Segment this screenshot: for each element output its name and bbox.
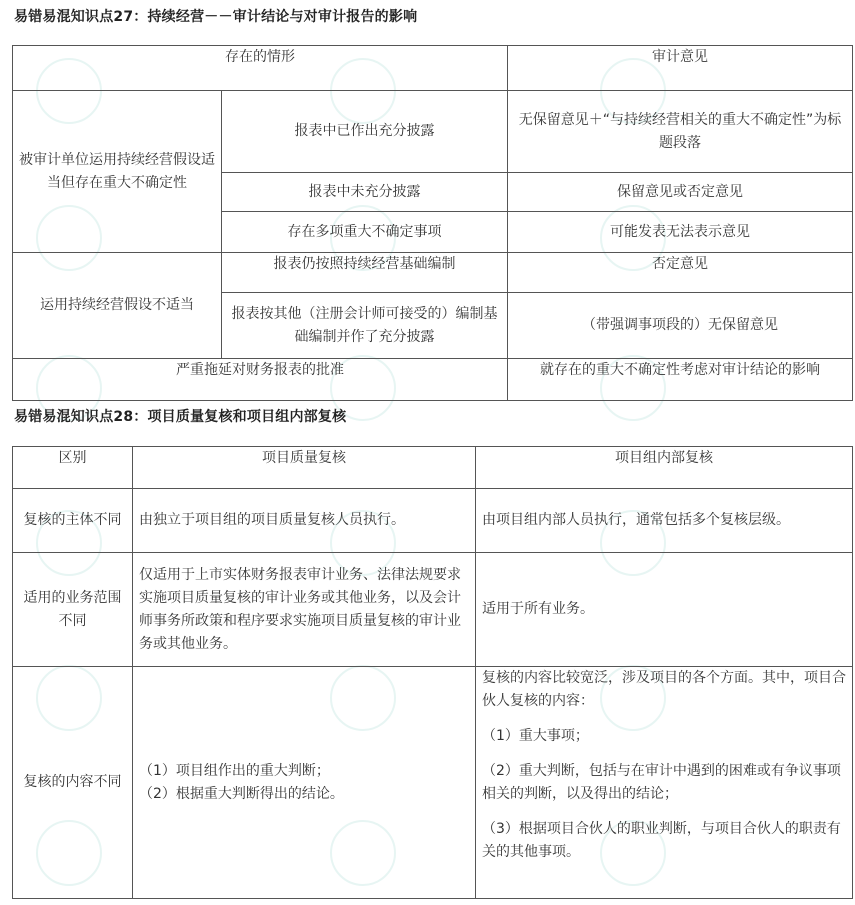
- diff-cell: 复核的主体不同: [13, 489, 133, 553]
- situation-cell: 存在多项重大不确定事项: [222, 212, 508, 253]
- going-concern-table: [12, 45, 853, 401]
- condition-cell: 运用持续经营假设不适当: [13, 253, 222, 359]
- internal-item: （2）重大判断，包括与在审计中遇到的困难或有争议事项相关的判断，以及得出的结论；: [482, 763, 841, 802]
- opinion-cell: 就存在的重大不确定性考虑对审计结论的影响: [508, 359, 853, 401]
- section-1-title: 易错易混知识点27：持续经营－－审计结论与对审计报告的影响: [14, 9, 418, 25]
- quality-review-cell: 仅适用于上市实体财务报表审计业务、法律法规要求实施项目质量复核的审计业务或其他业务，以及会计师事务所政策和程序要求实施项目质量复核的审计业务或其他业务。: [133, 553, 476, 667]
- opinion-cell: 可能发表无法表示意见: [508, 212, 853, 253]
- internal-review-content-cell: [476, 667, 853, 899]
- header-opinion: 审计意见: [508, 46, 853, 91]
- review-comparison-table: [12, 446, 853, 899]
- quality-review-cell: 由独立于项目组的项目质量复核人员执行。: [133, 489, 476, 553]
- situation-cell: 报表仍按照持续经营基础编制: [222, 253, 508, 293]
- internal-review-cell: 由项目组内部人员执行，通常包括多个复核层级。: [476, 489, 853, 553]
- header-quality-review: 项目质量复核: [133, 447, 476, 489]
- opinion-cell: 无保留意见＋“与持续经营相关的重大不确定性”为标题段落: [508, 91, 853, 173]
- quality-review-content-cell: [133, 667, 476, 899]
- section-2-title: 易错易混知识点28：项目质量复核和项目组内部复核: [14, 409, 347, 425]
- quality-item: （2）根据重大判断得出的结论。: [139, 785, 344, 802]
- internal-item: （3）根据项目合伙人的职业判断，与项目合伙人的职责有关的其他事项。: [482, 821, 841, 860]
- opinion-cell: （带强调事项段的）无保留意见: [508, 293, 853, 359]
- internal-review-cell: 适用于所有业务。: [476, 553, 853, 667]
- diff-cell: 适用的业务范围不同: [13, 553, 133, 667]
- opinion-cell: 否定意见: [508, 253, 853, 293]
- header-diff: 区别: [13, 447, 133, 489]
- situation-cell: 严重拖延对财务报表的批准: [13, 359, 508, 401]
- situation-cell: 报表中未充分披露: [222, 173, 508, 212]
- quality-item: （1）项目组作出的重大判断；: [139, 762, 330, 779]
- condition-cell: 被审计单位运用持续经营假设适当但存在重大不确定性: [13, 91, 222, 253]
- diff-cell: 复核的内容不同: [13, 667, 133, 899]
- header-situation: 存在的情形: [13, 46, 508, 91]
- situation-cell: 报表按其他（注册会计师可接受的）编制基础编制并作了充分披露: [222, 293, 508, 359]
- opinion-cell: 保留意见或否定意见: [508, 173, 853, 212]
- header-internal-review: 项目组内部复核: [476, 447, 853, 489]
- internal-intro: 复核的内容比较宽泛，涉及项目的各个方面。其中，项目合伙人复核的内容：: [482, 670, 846, 709]
- situation-cell: 报表中已作出充分披露: [222, 91, 508, 173]
- internal-item: （1）重大事项；: [482, 728, 589, 744]
